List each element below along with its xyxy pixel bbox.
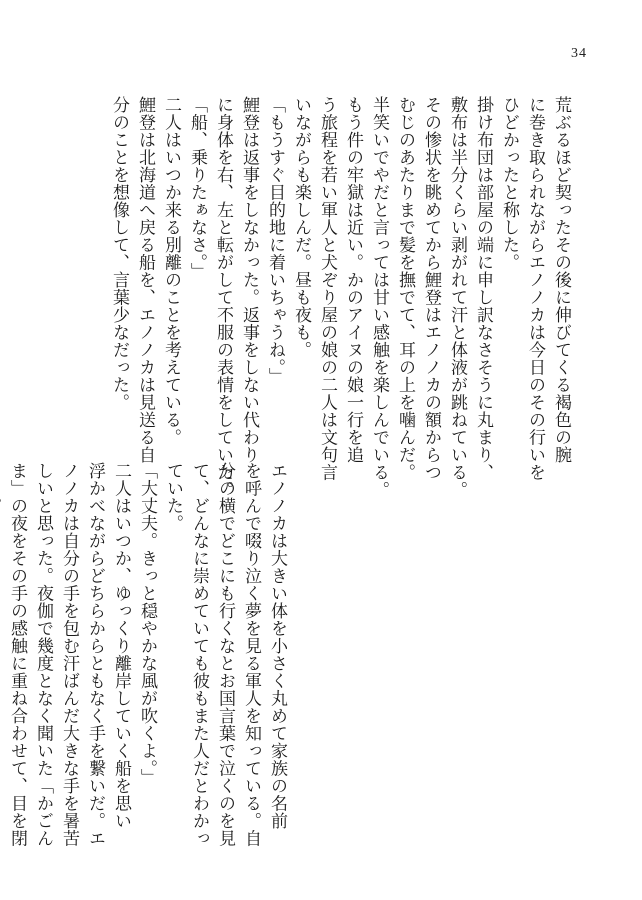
text-line: 浮かべながらどちらからともなく手を繋いだ。エ — [85, 462, 105, 847]
text-line: しいと思った。夜伽で幾度となく聞いた「かごん — [33, 462, 53, 847]
text-line: 敷布は半分くらい剥がれて汗と体液が跳ねている。 — [447, 96, 467, 499]
upper-text-block — [106, 96, 574, 499]
text-line: に巻き取られながらエノノカは今日のその行いを — [525, 96, 545, 481]
text-line: ていた。 — [163, 462, 183, 532]
text-line: むじのあたりまで髪を撫でて、耳の上を噛んだ。 — [395, 96, 415, 481]
text-line: ノノカは自分の手を包む汗ばんだ大きな手を暑苦 — [59, 462, 79, 847]
text-line: 鯉登は北海道へ戻る船を、エノノカは見送る自 — [135, 96, 155, 464]
text-line: 半笑いでやだと言っては甘い感触を楽しんでいる。 — [369, 96, 389, 499]
text-line: う旅程を若い軍人と犬ぞり屋の娘の二人は文句言 — [317, 96, 337, 481]
text-line: 荒ぶるほど契ったその後に伸びてくる褐色の腕 — [551, 96, 571, 464]
text-line: 「もうすぐ目的地に着いちゃうね。」 — [265, 96, 285, 385]
text-line: もう件の牢獄は近い。かのアイヌの娘一行を追 — [343, 96, 363, 464]
text-line: その惨状を眺めてから鯉登はエノノカの額からつ — [421, 96, 441, 481]
text-line: 掛け布団は部屋の端に申し訳なさそうに丸まり、 — [473, 96, 493, 481]
text-line: 二人はいつか、ゆっくり離岸していく船を思い — [111, 462, 131, 830]
text-line: に身体を右、左と転がして不服の表情をしていた。 — [213, 96, 233, 499]
text-line: いながらも楽しんだ。昼も夜も。 — [291, 96, 311, 359]
lower-text-block — [0, 462, 290, 847]
text-line: ひどかったと称した。 — [499, 96, 519, 271]
text-line: 分の横でどこにも行くなとお国言葉で泣くのを見 — [215, 462, 235, 847]
text-line: 分のことを想像して、言葉少なだった。 — [109, 96, 129, 411]
text-line: 「船、乗りたぁなさ。」 — [187, 96, 207, 280]
text-line: て、どんなに崇めていても彼もまた人だとわかっ — [189, 462, 209, 847]
text-line: ま」の夜をその手の感触に重ね合わせて、目を閉 — [7, 462, 27, 847]
text-line: 鯉登は返事をしなかった。返事をしない代わり — [239, 96, 259, 464]
text-line: エノノカは大きい体を小さく丸めて家族の名前 — [267, 462, 287, 830]
page-number: 34 — [571, 46, 587, 61]
text-line: 「大丈夫。きっと穏やかな風が吹くよ。」 — [137, 462, 157, 786]
text-line: 二人はいつか来る別離のことを考えている。 — [161, 96, 181, 446]
text-line: を呼んで啜り泣く夢を見る軍人を知っている。自 — [241, 462, 261, 847]
